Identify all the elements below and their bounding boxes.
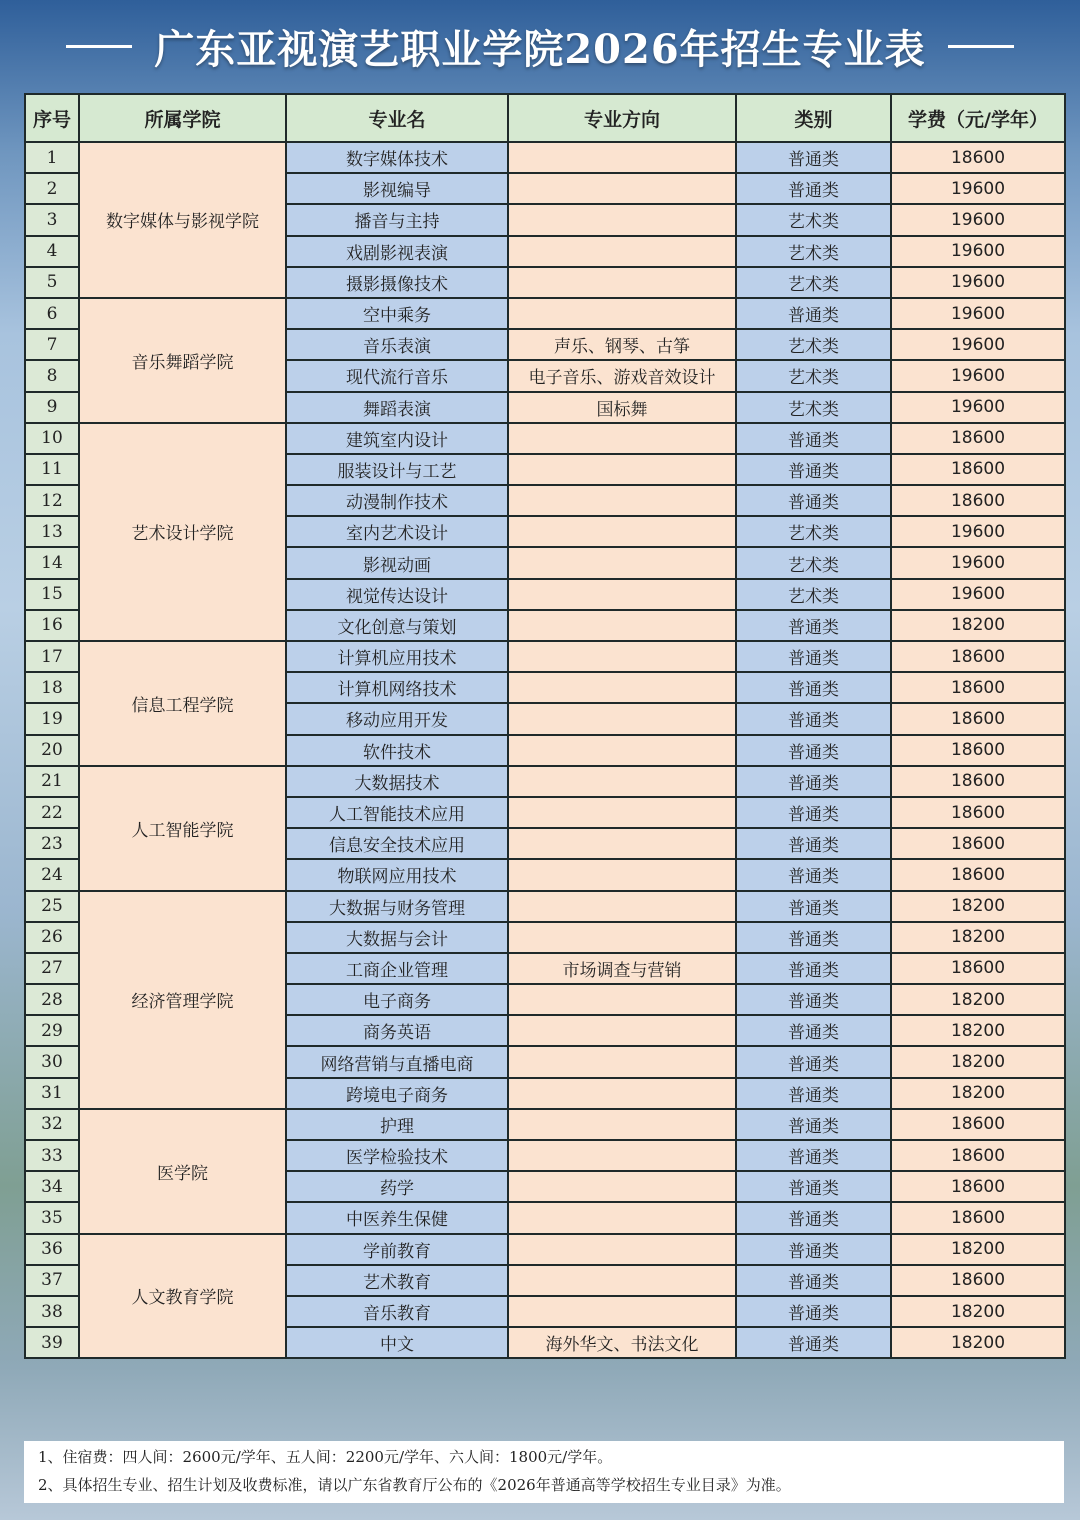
major-name: 影视编导 — [286, 173, 508, 204]
major-name: 艺术教育 — [286, 1265, 508, 1296]
row-number: 21 — [25, 766, 79, 797]
major-category: 普通类 — [736, 859, 891, 890]
table-row — [25, 423, 1065, 454]
major-category: 普通类 — [736, 641, 891, 672]
row-number: 16 — [25, 610, 79, 641]
major-name: 医学检验技术 — [286, 1140, 508, 1171]
tuition-fee: 18600 — [891, 485, 1065, 516]
major-direction: 电子音乐、游戏音效设计 — [508, 360, 736, 391]
title-bar — [0, 0, 1080, 92]
major-direction — [508, 922, 736, 953]
major-direction — [508, 173, 736, 204]
major-name: 数字媒体技术 — [286, 142, 508, 173]
major-name: 音乐教育 — [286, 1296, 508, 1327]
major-category: 普通类 — [736, 173, 891, 204]
row-number: 5 — [25, 267, 79, 298]
major-category: 普通类 — [736, 797, 891, 828]
major-direction: 海外华文、书法文化 — [508, 1327, 736, 1358]
major-category: 普通类 — [736, 766, 891, 797]
major-direction: 国标舞 — [508, 392, 736, 423]
major-name: 戏剧影视表演 — [286, 236, 508, 267]
row-number: 39 — [25, 1327, 79, 1358]
major-category: 普通类 — [736, 298, 891, 329]
major-name: 中医养生保健 — [286, 1202, 508, 1233]
tuition-fee: 18600 — [891, 1202, 1065, 1233]
table-row — [25, 1234, 1065, 1265]
row-number: 24 — [25, 859, 79, 890]
major-direction — [508, 797, 736, 828]
tuition-fee: 18600 — [891, 423, 1065, 454]
major-category: 艺术类 — [736, 329, 891, 360]
major-direction — [508, 1234, 736, 1265]
row-number: 25 — [25, 891, 79, 922]
major-name: 信息安全技术应用 — [286, 828, 508, 859]
major-name: 摄影摄像技术 — [286, 267, 508, 298]
tuition-fee: 18200 — [891, 1296, 1065, 1327]
major-direction — [508, 859, 736, 890]
major-direction — [508, 1296, 736, 1327]
major-direction — [508, 267, 736, 298]
major-name: 网络营销与直播电商 — [286, 1046, 508, 1077]
major-direction — [508, 1078, 736, 1109]
major-name: 电子商务 — [286, 984, 508, 1015]
major-direction — [508, 672, 736, 703]
row-number: 14 — [25, 547, 79, 578]
table-body — [25, 142, 1065, 1358]
major-direction — [508, 984, 736, 1015]
tuition-fee: 19600 — [891, 204, 1065, 235]
tuition-fee: 18200 — [891, 1234, 1065, 1265]
tuition-fee: 18600 — [891, 641, 1065, 672]
row-number: 19 — [25, 703, 79, 734]
tuition-fee: 18200 — [891, 610, 1065, 641]
school-name: 数字媒体与影视学院 — [79, 142, 286, 298]
major-name: 音乐表演 — [286, 329, 508, 360]
tuition-fee: 18600 — [891, 1265, 1065, 1296]
major-name: 文化创意与策划 — [286, 610, 508, 641]
major-name: 建筑室内设计 — [286, 423, 508, 454]
major-name: 跨境电子商务 — [286, 1078, 508, 1109]
major-category: 艺术类 — [736, 360, 891, 391]
row-number: 9 — [25, 392, 79, 423]
row-number: 10 — [25, 423, 79, 454]
major-category: 普通类 — [736, 703, 891, 734]
major-category: 艺术类 — [736, 516, 891, 547]
school-name: 人工智能学院 — [79, 766, 286, 891]
tuition-fee: 18600 — [891, 735, 1065, 766]
major-category: 普通类 — [736, 142, 891, 173]
row-number: 8 — [25, 360, 79, 391]
major-category: 普通类 — [736, 828, 891, 859]
tuition-fee: 18600 — [891, 1109, 1065, 1140]
title-left-rule — [66, 45, 132, 48]
school-name: 信息工程学院 — [79, 641, 286, 766]
major-direction — [508, 641, 736, 672]
major-name: 中文 — [286, 1327, 508, 1358]
tuition-fee: 18200 — [891, 922, 1065, 953]
major-direction — [508, 1046, 736, 1077]
major-name: 大数据技术 — [286, 766, 508, 797]
tuition-fee: 19600 — [891, 360, 1065, 391]
row-number: 30 — [25, 1046, 79, 1077]
tuition-fee: 19600 — [891, 516, 1065, 547]
major-direction — [508, 828, 736, 859]
row-number: 29 — [25, 1015, 79, 1046]
major-name: 大数据与会计 — [286, 922, 508, 953]
row-number: 2 — [25, 173, 79, 204]
header-no: 序号 — [25, 94, 79, 142]
school-name: 医学院 — [79, 1109, 286, 1234]
tuition-fee: 19600 — [891, 173, 1065, 204]
school-name: 人文教育学院 — [79, 1234, 286, 1359]
major-category: 艺术类 — [736, 547, 891, 578]
major-name: 空中乘务 — [286, 298, 508, 329]
row-number: 6 — [25, 298, 79, 329]
majors-table — [24, 93, 1066, 1359]
tuition-fee: 18200 — [891, 891, 1065, 922]
major-category: 艺术类 — [736, 204, 891, 235]
major-direction — [508, 298, 736, 329]
major-category: 普通类 — [736, 423, 891, 454]
major-direction — [508, 454, 736, 485]
tuition-fee: 18600 — [891, 828, 1065, 859]
row-number: 27 — [25, 953, 79, 984]
title-right-rule — [948, 45, 1014, 48]
major-name: 工商企业管理 — [286, 953, 508, 984]
tuition-fee: 18600 — [891, 859, 1065, 890]
tuition-fee: 18600 — [891, 766, 1065, 797]
major-category: 普通类 — [736, 1265, 891, 1296]
row-number: 20 — [25, 735, 79, 766]
tuition-fee: 18600 — [891, 953, 1065, 984]
major-direction — [508, 547, 736, 578]
tuition-fee: 18600 — [891, 142, 1065, 173]
major-direction — [508, 236, 736, 267]
major-name: 舞蹈表演 — [286, 392, 508, 423]
row-number: 18 — [25, 672, 79, 703]
table-row — [25, 142, 1065, 173]
row-number: 13 — [25, 516, 79, 547]
table-header-row — [25, 94, 1065, 142]
row-number: 34 — [25, 1171, 79, 1202]
major-category: 普通类 — [736, 1109, 891, 1140]
major-name: 护理 — [286, 1109, 508, 1140]
major-direction — [508, 703, 736, 734]
major-direction — [508, 142, 736, 173]
major-name: 播音与主持 — [286, 204, 508, 235]
school-name: 经济管理学院 — [79, 891, 286, 1109]
notes-box — [24, 1441, 1064, 1503]
row-number: 33 — [25, 1140, 79, 1171]
major-category: 普通类 — [736, 485, 891, 516]
row-number: 4 — [25, 236, 79, 267]
tuition-fee: 19600 — [891, 547, 1065, 578]
major-name: 物联网应用技术 — [286, 859, 508, 890]
major-direction: 市场调查与营销 — [508, 953, 736, 984]
table-row — [25, 766, 1065, 797]
major-name: 室内艺术设计 — [286, 516, 508, 547]
table-row — [25, 298, 1065, 329]
tuition-fee: 18200 — [891, 1327, 1065, 1358]
row-number: 26 — [25, 922, 79, 953]
major-direction — [508, 735, 736, 766]
header-fee: 学费（元/学年） — [891, 94, 1065, 142]
header-school: 所属学院 — [79, 94, 286, 142]
major-category: 普通类 — [736, 735, 891, 766]
major-category: 艺术类 — [736, 579, 891, 610]
note-accommodation: 1、住宿费：四人间：2600元/学年、五人间：2200元/学年、六人间：1800元/学年。 — [38, 1448, 613, 1466]
row-number: 28 — [25, 984, 79, 1015]
major-name: 动漫制作技术 — [286, 485, 508, 516]
school-name: 音乐舞蹈学院 — [79, 298, 286, 423]
major-category: 普通类 — [736, 1171, 891, 1202]
major-category: 普通类 — [736, 610, 891, 641]
major-category: 普通类 — [736, 454, 891, 485]
major-direction — [508, 204, 736, 235]
major-direction — [508, 579, 736, 610]
row-number: 22 — [25, 797, 79, 828]
major-direction: 声乐、钢琴、古筝 — [508, 329, 736, 360]
major-category: 艺术类 — [736, 236, 891, 267]
major-name: 视觉传达设计 — [286, 579, 508, 610]
row-number: 17 — [25, 641, 79, 672]
major-name: 影视动画 — [286, 547, 508, 578]
major-category: 普通类 — [736, 1140, 891, 1171]
row-number: 35 — [25, 1202, 79, 1233]
row-number: 23 — [25, 828, 79, 859]
table-row — [25, 1109, 1065, 1140]
row-number: 31 — [25, 1078, 79, 1109]
tuition-fee: 19600 — [891, 392, 1065, 423]
row-number: 7 — [25, 329, 79, 360]
table-row — [25, 641, 1065, 672]
school-name: 艺术设计学院 — [79, 423, 286, 641]
major-name: 计算机网络技术 — [286, 672, 508, 703]
major-name: 商务英语 — [286, 1015, 508, 1046]
row-number: 3 — [25, 204, 79, 235]
row-number: 36 — [25, 1234, 79, 1265]
major-category: 普通类 — [736, 1046, 891, 1077]
major-category: 普通类 — [736, 672, 891, 703]
row-number: 12 — [25, 485, 79, 516]
major-name: 大数据与财务管理 — [286, 891, 508, 922]
row-number: 38 — [25, 1296, 79, 1327]
row-number: 1 — [25, 142, 79, 173]
major-direction — [508, 766, 736, 797]
major-category: 艺术类 — [736, 392, 891, 423]
tuition-fee: 19600 — [891, 267, 1065, 298]
major-direction — [508, 1265, 736, 1296]
major-category: 普通类 — [736, 1296, 891, 1327]
tuition-fee: 18600 — [891, 1140, 1065, 1171]
major-category: 普通类 — [736, 1327, 891, 1358]
tuition-fee: 18200 — [891, 1015, 1065, 1046]
major-direction — [508, 1140, 736, 1171]
tuition-fee: 18600 — [891, 1171, 1065, 1202]
header-category: 类别 — [736, 94, 891, 142]
tuition-fee: 19600 — [891, 298, 1065, 329]
note-disclaimer: 2、具体招生专业、招生计划及收费标准，请以广东省教育厅公布的《2026年普通高等学校招生专业目录》为准。 — [38, 1476, 791, 1494]
table-row — [25, 891, 1065, 922]
tuition-fee: 18200 — [891, 984, 1065, 1015]
major-name: 现代流行音乐 — [286, 360, 508, 391]
row-number: 32 — [25, 1109, 79, 1140]
major-category: 普通类 — [736, 891, 891, 922]
major-name: 药学 — [286, 1171, 508, 1202]
tuition-fee: 19600 — [891, 329, 1065, 360]
row-number: 11 — [25, 454, 79, 485]
tuition-fee: 19600 — [891, 236, 1065, 267]
major-direction — [508, 1015, 736, 1046]
tuition-fee: 18600 — [891, 672, 1065, 703]
major-category: 艺术类 — [736, 267, 891, 298]
major-name: 人工智能技术应用 — [286, 797, 508, 828]
major-direction — [508, 1171, 736, 1202]
major-category: 普通类 — [736, 1015, 891, 1046]
tuition-fee: 18600 — [891, 797, 1065, 828]
major-category: 普通类 — [736, 1202, 891, 1233]
major-direction — [508, 610, 736, 641]
major-category: 普通类 — [736, 1078, 891, 1109]
major-direction — [508, 516, 736, 547]
tuition-fee: 19600 — [891, 579, 1065, 610]
major-category: 普通类 — [736, 922, 891, 953]
major-direction — [508, 485, 736, 516]
major-direction — [508, 1109, 736, 1140]
major-name: 软件技术 — [286, 735, 508, 766]
tuition-fee: 18600 — [891, 454, 1065, 485]
major-category: 普通类 — [736, 1234, 891, 1265]
major-direction — [508, 1202, 736, 1233]
major-name: 计算机应用技术 — [286, 641, 508, 672]
tuition-fee: 18200 — [891, 1078, 1065, 1109]
major-name: 服装设计与工艺 — [286, 454, 508, 485]
page-title: 广东亚视演艺职业学院2026年招生专业表 — [154, 25, 926, 73]
row-number: 37 — [25, 1265, 79, 1296]
tuition-fee: 18200 — [891, 1046, 1065, 1077]
row-number: 15 — [25, 579, 79, 610]
major-name: 学前教育 — [286, 1234, 508, 1265]
major-direction — [508, 423, 736, 454]
header-major: 专业名 — [286, 94, 508, 142]
major-direction — [508, 891, 736, 922]
major-category: 普通类 — [736, 953, 891, 984]
header-direction: 专业方向 — [508, 94, 736, 142]
tuition-fee: 18600 — [891, 703, 1065, 734]
major-category: 普通类 — [736, 984, 891, 1015]
major-name: 移动应用开发 — [286, 703, 508, 734]
